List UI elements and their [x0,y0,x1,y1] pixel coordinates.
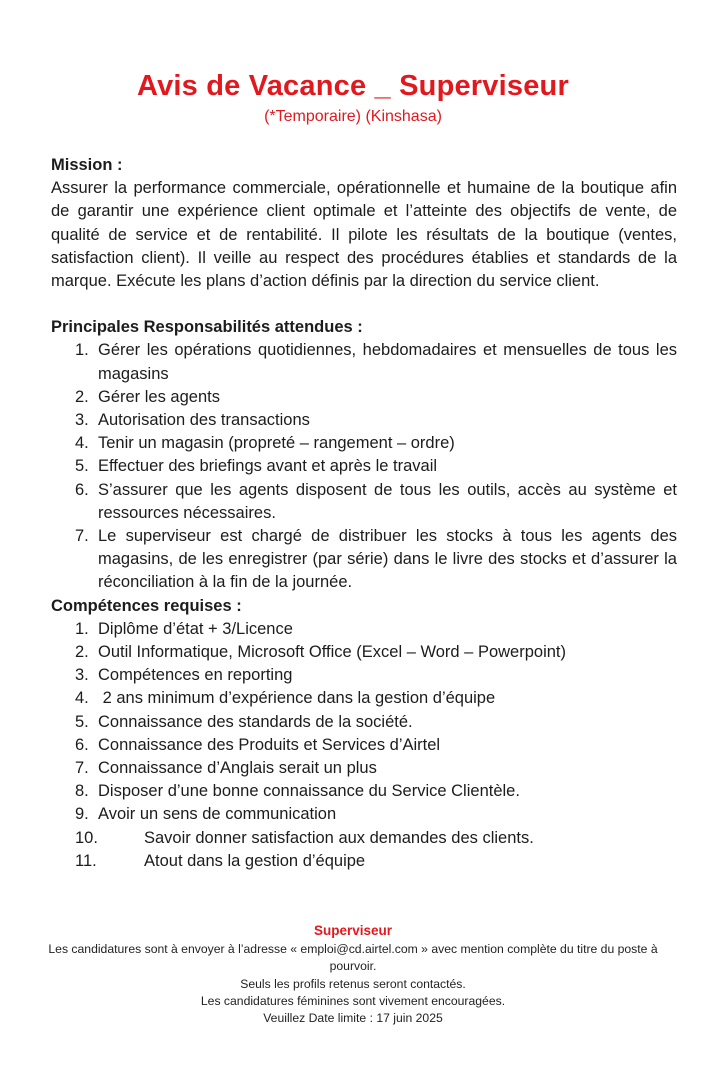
list-item [51,711,677,734]
list-item [51,479,677,525]
list-item-text: Connaissance d’Anglais serait un plus [98,759,377,778]
footer-title: Superviseur [313,923,393,938]
list-number: 1. [75,619,89,638]
list-item [51,827,677,850]
list-item-text: Connaissance des standards de la société. [98,712,413,731]
skills-heading: Compétences requises : [51,596,242,615]
list-item-text: S’assurer que les agents disposent de tous les outils, accès au système et ressources nécessaires. [98,480,677,522]
list-item-text: Le superviseur est chargé de distribuer les stocks à tous les agents des magasins, de les enregistrer (par série) dans le livre des stocks et d’assurer la réconciliation à la fin de la journée. [98,527,677,592]
responsibilities-list [51,339,677,594]
list-item-text: Tenir un magasin (propreté – rangement – ordre) [98,434,455,453]
list-item-text: Compétences en reporting [98,666,293,685]
list-item-text: Effectuer des briefings avant et après le travail [98,457,438,476]
list-item [51,409,677,432]
list-item [51,734,677,757]
list-item [51,339,677,385]
page-title: Avis de Vacance _ Superviseur [137,70,569,102]
list-item-text: Disposer d’une bonne connaissance du Service Clientèle. [98,782,520,801]
list-number: 6. [75,735,89,754]
list-item [51,618,677,641]
list-item-text: Diplôme d’état + 3/Licence [98,619,293,638]
footer-contact-note: Seuls les profils retenus seront contactés. [240,976,466,991]
list-number: 3. [75,411,89,430]
mission-text: Assurer la performance commerciale, opérationnelle et humaine de la boutique afin de garantir une expérience client optimale et l’atteinte des objectifs de vente, de qualité de service et de rentabilité. Il pilote les résultats de la boutique (ventes, satisfaction client). Il veille au respect des procédures établies et standards de la marque. Exécute les plans d’action définis par la direction du service client. [51,179,677,291]
list-item-text: Avoir un sens de communication [98,805,337,824]
list-item [51,664,677,687]
list-number: 5. [75,712,89,731]
list-item [51,780,677,803]
list-number: 2. [75,643,89,662]
list-number: 5. [75,457,89,476]
posting-body [51,154,677,873]
responsibilities-heading: Principales Responsabilités attendues : [51,318,363,337]
skills-list [51,618,677,873]
list-number: 4. [75,689,89,708]
list-item [51,687,677,710]
list-number: 10. [75,828,98,847]
list-item [51,525,677,595]
list-number: 8. [75,782,89,801]
list-item-text: Outil Informatique, Microsoft Office (Excel – Word – Powerpoint) [98,643,566,662]
list-item-text: Connaissance des Produits et Services d’Airtel [98,735,441,754]
footer-diversity-note: Les candidatures féminines sont vivement encouragées. [200,993,506,1008]
footer [30,922,676,1027]
list-item [51,803,677,826]
list-number: 7. [75,527,89,546]
list-item [51,455,677,478]
list-item-text: Gérer les agents [98,387,220,406]
list-item [51,757,677,780]
list-item-text: Atout dans la gestion d’équipe [144,851,366,870]
list-item [51,432,677,455]
footer-application-info: Les candidatures sont à envoyer à l’adresse « emploi@cd.airtel.com » avec mention complète du titre du poste à pourvoir. [48,942,658,974]
list-item-text: Autorisation des transactions [98,411,310,430]
list-item-text: 2 ans minimum d’expérience dans la gestion d’équipe [98,689,496,708]
list-number: 9. [75,805,89,824]
list-number: 7. [75,759,89,778]
list-item-text: Gérer les opérations quotidiennes, hebdomadaires et mensuelles de tous les magasins [98,341,677,383]
page-subtitle: (*Temporaire) (Kinshasa) [264,108,442,125]
footer-deadline: Veuillez Date limite : 17 juin 2025 [263,1011,443,1026]
list-number: 6. [75,480,89,499]
list-item [51,641,677,664]
list-number: 4. [75,434,89,453]
list-number: 2. [75,387,89,406]
list-number: 3. [75,666,89,685]
list-item [51,386,677,409]
list-number: 11. [75,851,97,870]
mission-heading: Mission : [51,156,123,174]
list-item [51,850,677,873]
list-number: 1. [75,341,89,360]
list-item-text: Savoir donner satisfaction aux demandes des clients. [144,828,534,847]
